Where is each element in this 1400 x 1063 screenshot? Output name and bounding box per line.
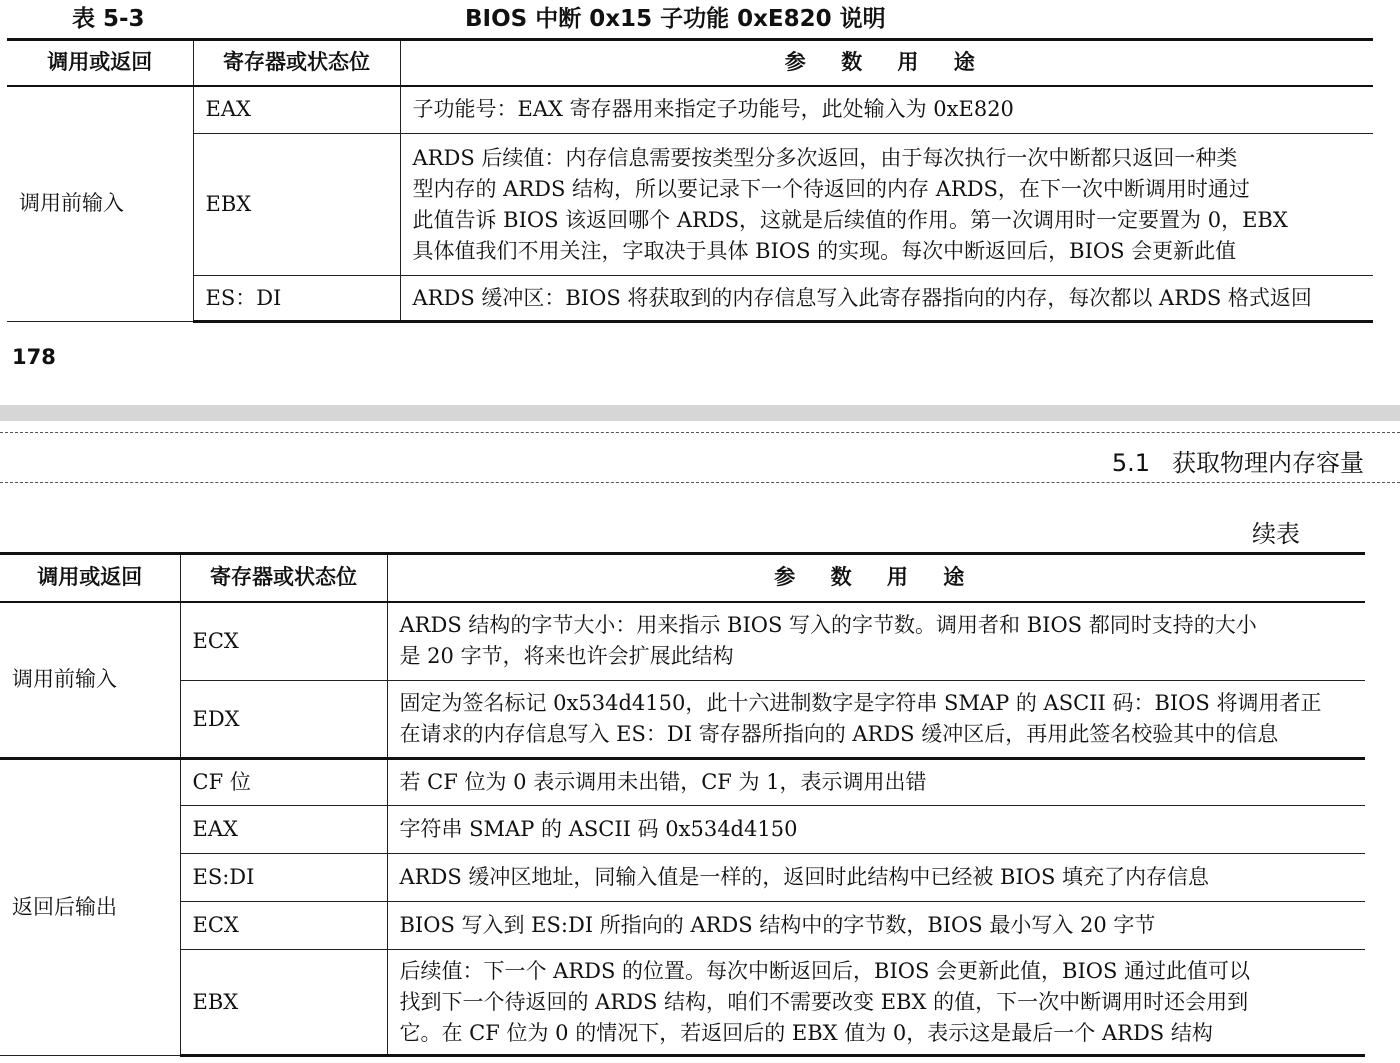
- header-register: 寄存器或状态位: [180, 554, 387, 602]
- register-cell: EAX: [193, 86, 400, 134]
- description-line: 它。在 CF 位为 0 的情况下，若返回后的 EBX 值为 0，表示这是最后一个 ARDS 结构: [399, 1020, 1213, 1045]
- description-cell: [400, 86, 1373, 134]
- bios-e820-table: [7, 38, 1373, 323]
- table-row: [7, 134, 1373, 276]
- description-line: ARDS 缓冲区：BIOS 将获取到的内存信息写入此寄存器指向的内存，每次都以 ARDS 格式返回: [412, 285, 1312, 310]
- description-line: ARDS 缓冲区地址，同输入值是一样的，返回时此结构中已经被 BIOS 填充了内存信息: [399, 865, 1210, 889]
- register-cell: EAX: [180, 806, 387, 854]
- header-rule-top: [0, 432, 1400, 433]
- page-number: 178: [12, 345, 56, 369]
- table-number: 表 5-3: [72, 6, 145, 32]
- table-row: [0, 806, 1365, 854]
- register-cell: EBX: [193, 134, 400, 276]
- header-purpose: 参 数 用 途: [387, 554, 1365, 602]
- table-caption: [0, 0, 1400, 32]
- section-number: 5.1: [1111, 449, 1150, 477]
- table-row: [0, 759, 1365, 806]
- table-row: [0, 602, 1365, 681]
- table-row: [0, 950, 1365, 1056]
- register-cell: ES：DI: [193, 276, 400, 322]
- group-label-output: 返回后输出: [0, 759, 180, 1056]
- description-cell: [387, 759, 1365, 806]
- description-line: ARDS 后续值：内存信息需要按类型分多次返回，由于每次执行一次中断都只返回一种类: [412, 145, 1238, 170]
- description-line: 字符串 SMAP 的 ASCII 码 0x534d4150: [399, 817, 798, 841]
- description-line: 具体值我们不用关注，字取决于具体 BIOS 的实现。每次中断返回后，BIOS 会更新此值: [412, 238, 1237, 263]
- description-line: 找到下一个待返回的 ARDS 结构，咱们不需要改变 EBX 的值，下一次中断调用时还会用到: [399, 989, 1249, 1014]
- register-cell: ES:DI: [180, 854, 387, 902]
- register-cell: CF 位: [180, 759, 387, 806]
- group-label-input: 调用前输入: [0, 602, 180, 759]
- group-label-input: 调用前输入: [7, 86, 193, 322]
- description-line: 在请求的内存信息写入 ES：DI 寄存器所指向的 ARDS 缓冲区后，再用此签名校验其中的信息: [399, 722, 1279, 746]
- page-separator: [0, 405, 1400, 421]
- description-line: 此值告诉 BIOS 该返回哪个 ARDS，这就是后续值的作用。第一次调用时一定要置为 0，EBX: [412, 207, 1288, 232]
- description-cell: [387, 950, 1365, 1056]
- description-cell: [387, 681, 1365, 759]
- description-line: 固定为签名标记 0x534d4150，此十六进制数字是字符串 SMAP 的 ASCII 码：BIOS 将调用者正: [399, 691, 1322, 715]
- header-call-or-return: 调用或返回: [7, 40, 193, 86]
- table-row: [7, 86, 1373, 134]
- table-row: [0, 902, 1365, 950]
- register-cell: ECX: [180, 602, 387, 681]
- register-cell: EBX: [180, 950, 387, 1056]
- bios-e820-table-continued: [0, 552, 1365, 1057]
- running-header: [1112, 443, 1364, 478]
- table-row: [7, 276, 1373, 322]
- description-cell: [387, 602, 1365, 681]
- header-rule-bottom: [0, 482, 1400, 483]
- description-cell: [400, 134, 1373, 276]
- description-cell: [400, 276, 1373, 322]
- description-line: ARDS 结构的字节大小：用来指示 BIOS 写入的字节数。调用者和 BIOS 都同时支持的大小: [399, 613, 1257, 638]
- description-cell: [387, 854, 1365, 902]
- table-title: BIOS 中断 0x15 子功能 0xE820 说明: [465, 6, 886, 32]
- register-cell: ECX: [180, 902, 387, 950]
- header-register: 寄存器或状态位: [193, 40, 400, 86]
- description-line: 若 CF 位为 0 表示调用未出错，CF 为 1，表示调用出错: [399, 770, 927, 794]
- section-title: 获取物理内存容量: [1172, 449, 1364, 477]
- description-cell: [387, 902, 1365, 950]
- description-line: 后续值：下一个 ARDS 的位置。每次中断返回后，BIOS 会更新此值，BIOS 通过此值可以: [399, 958, 1251, 983]
- continued-label: 续表: [1252, 520, 1300, 548]
- table-row: [0, 854, 1365, 902]
- description-line: 型内存的 ARDS 结构，所以要记录下一个待返回的内存 ARDS，在下一次中断调用时通过: [412, 176, 1250, 201]
- description-cell: [387, 806, 1365, 854]
- register-cell: EDX: [180, 681, 387, 759]
- top-page: [0, 0, 1400, 405]
- description-line: BIOS 写入到 ES:DI 所指向的 ARDS 结构中的字节数，BIOS 最小写入 20 字节: [399, 913, 1156, 937]
- header-purpose: 参 数 用 途: [400, 40, 1373, 86]
- header-call-or-return: 调用或返回: [0, 554, 180, 602]
- description-line: 子功能号：EAX 寄存器用来指定子功能号，此处输入为 0xE820: [412, 97, 1014, 122]
- description-line: 是 20 字节，将来也许会扩展此结构: [399, 644, 734, 669]
- table-row: [0, 681, 1365, 759]
